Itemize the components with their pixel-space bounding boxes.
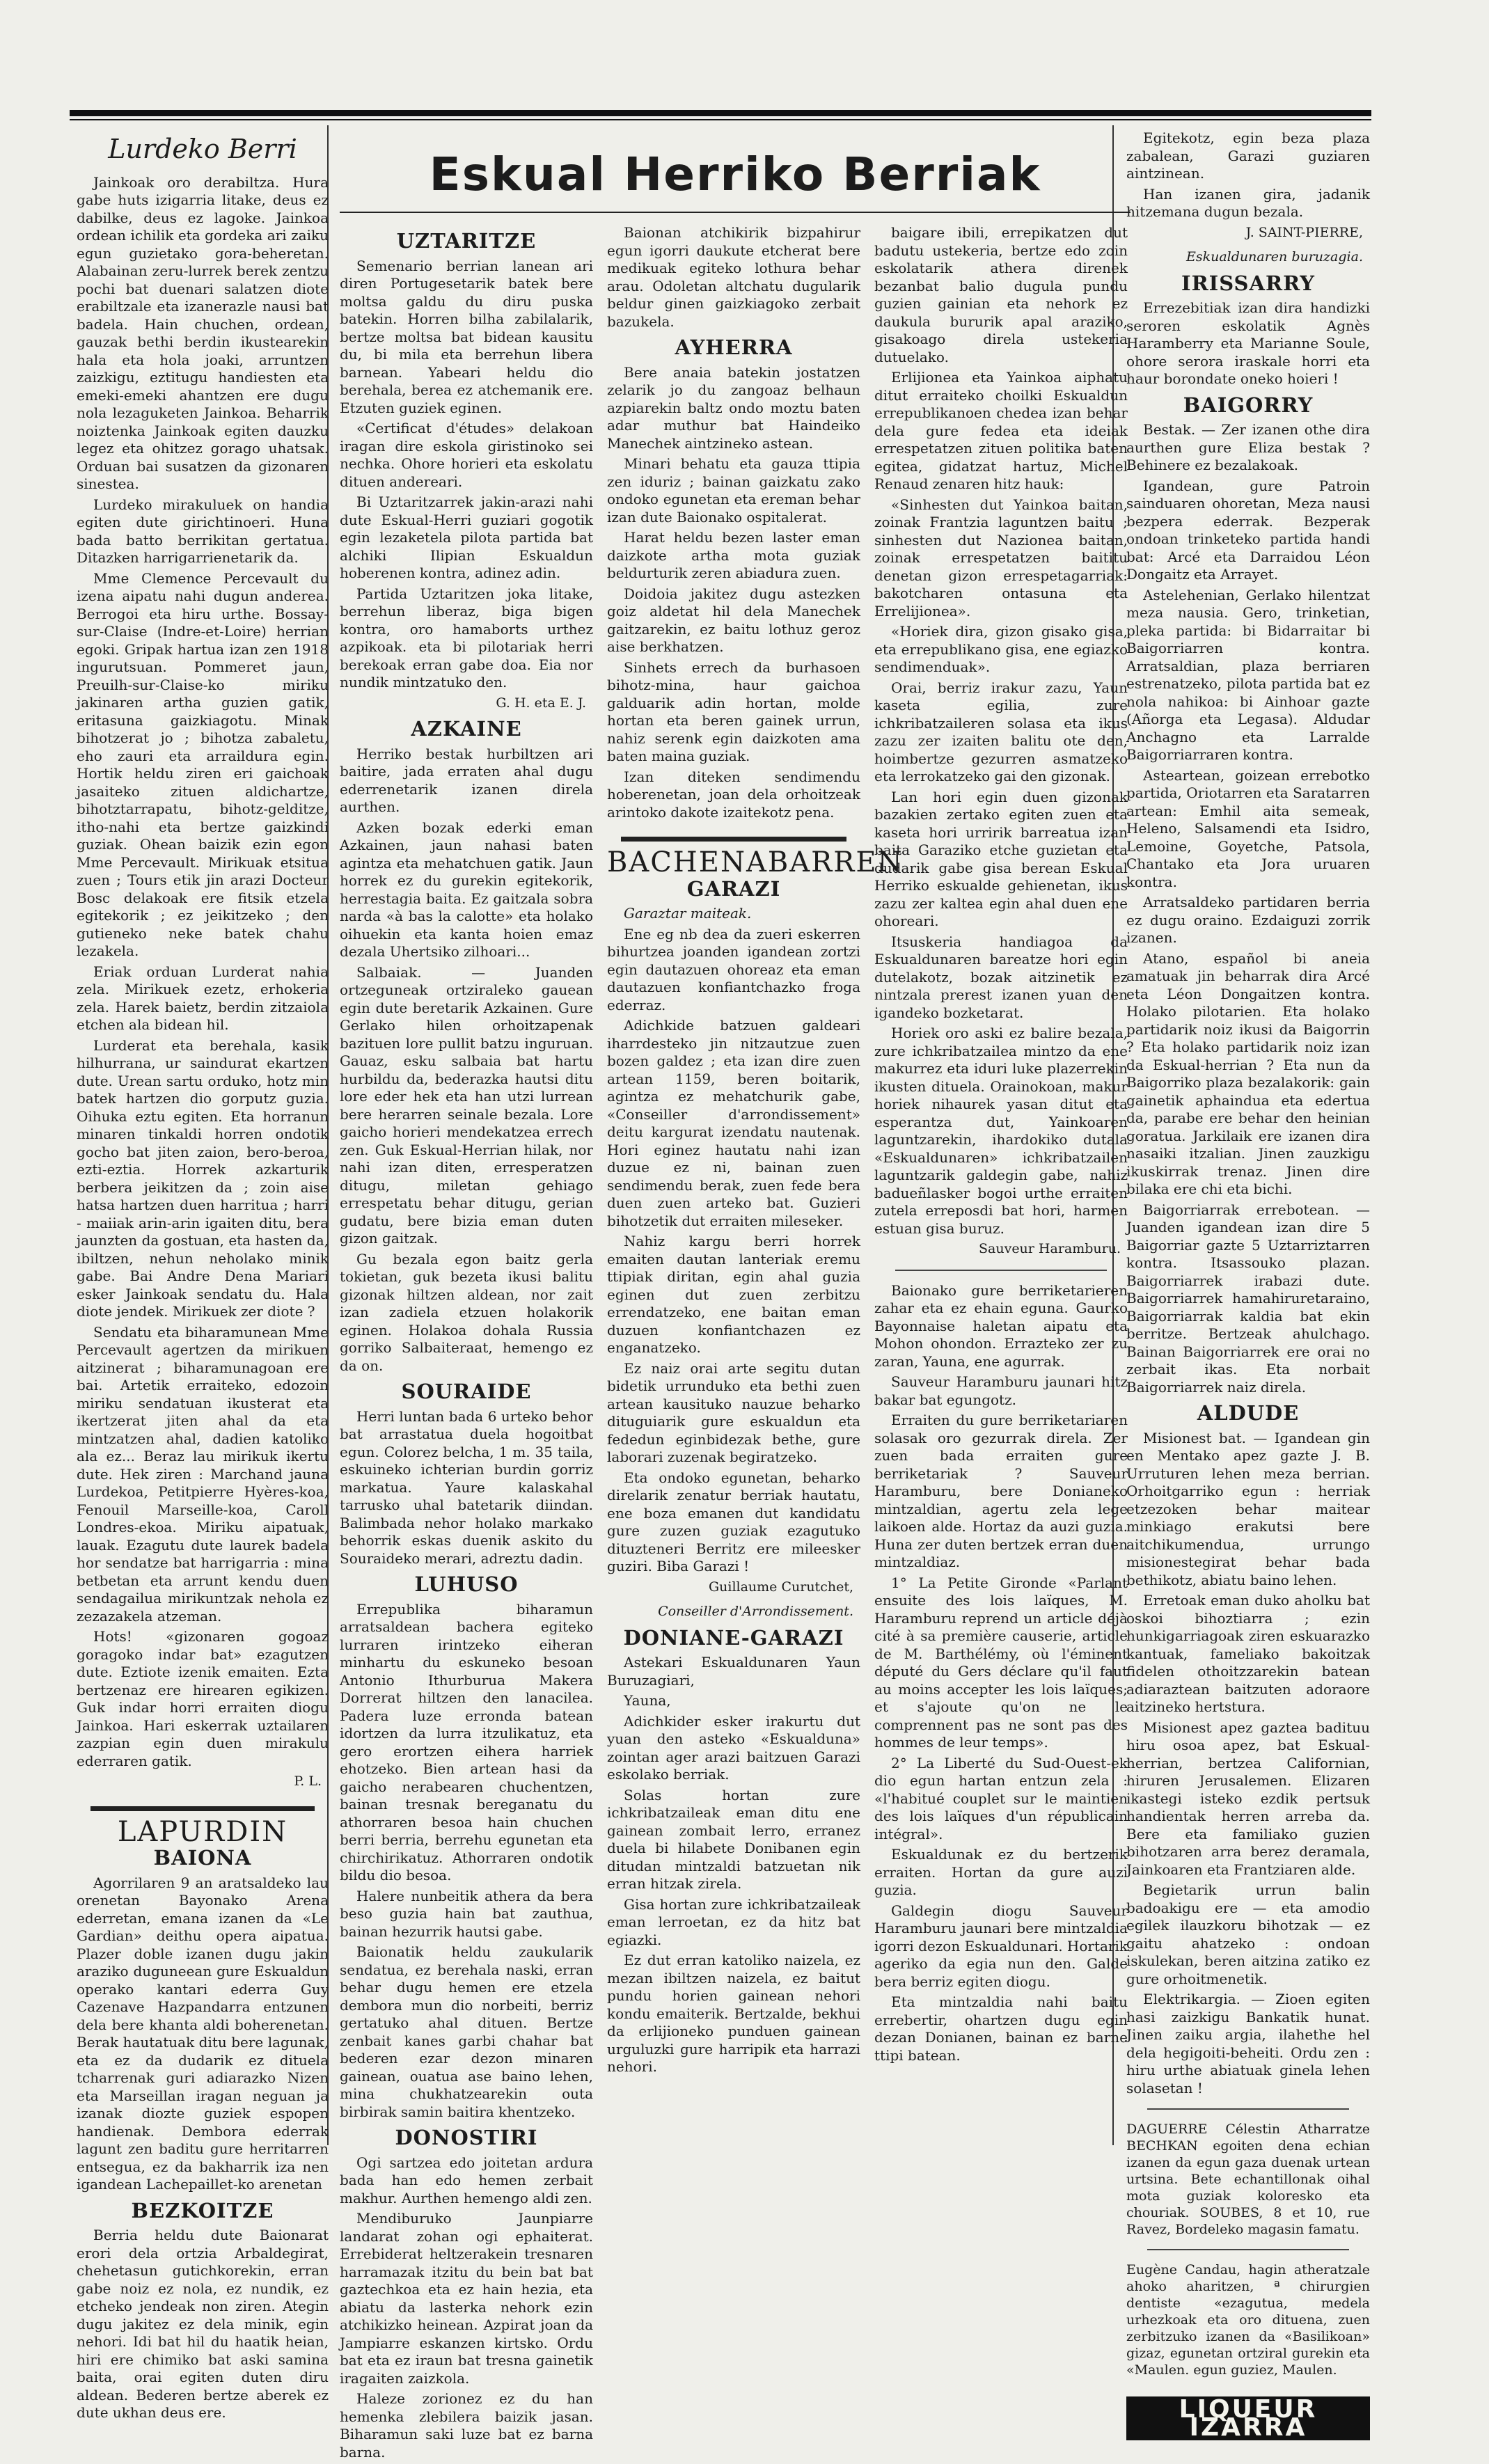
paragraph: Misionest apez gaztea badituu hiru osoa apez, bat Eskual-herrian, bertzea Californian, hiruren Jerusalemen. Elizaren ikastegi isteko ezdik pertsuk handientak herren arreba da. Bere eta familiako guzien bihotzaren arra berez deramala, Jainkoaren eta Frantziaren alde. [1126,1719,1370,1878]
paragraph: Yauna, [624,1692,671,1709]
paragraph: Astelehenian, Gerlako hilentzat meza nausia. Gero, trinketian, pleka partida: bi Bidarraitar bi Baigorriarren kontra. Arratsaldian, plaza berriaren estrenatzeko, pilota partida bat ez nola nahikoa: bi Ainhoar gazte (Añorga eta Legasa). Aldudar Anchagno eta Larralde Baigorriarraren kontra. [1126,586,1370,763]
paragraph: Partida Uztaritzen joka litake, berrehun liberaz, biga bigen kontra, oro hamaborts urthez azpikoak. eta bi pilotariak herri berekoak erran gabe doa. Eia nor nundik mintzatuko den. [340,585,593,690]
paragraph: Solas hortan zure ichkribatzaileak eman ditu ene gainean zombait lerro, erranez duela bi hilabete Donibanen egin ditudan mintzaldi batzuetan nik erran hitzak zirela. [607,1786,860,1892]
paragraph: Arratsaldeko partidaren berria ez dugu oraino. Ezdaiguzi zorrik izanen. [1126,894,1370,946]
paragraph: Hots! «gizonaren gogoaz goragoko indar bat» ezagutzen dute. Eztiote izenik emaiten. Ezta bertzenaz ere hirearen egikizen. Guk indar horri erraiten diogu Jainkoa. Hari eskerrak uztailaren zazpian egin duen mirakulu ederraren gatik. [77,1628,329,1769]
paragraph: Herri luntan bada 6 urteko behor bat arrastatua duela hogoitbat egun. Colorez belcha, 1 m. 35 taila, eskuineko ichterian burdin gorriz markatua. Yaure kalaskahal tarrusko uhal batetarik diindan. Balimbada nehor holako markako behorrik eskas duenik askito du Souraideko merari, adreztu dadin. [340,1407,593,1567]
paragraph: Minari behatu eta gauza ttipia zen iduriz ; bainan gaizkatu zako ondoko egunetan eta ereman behar izan dute Baionako ospitalerat. [607,455,860,526]
advertisement-daguerre: DAGUERRE Célestin Atharratze BECHKAN egoiten dena echian izanen da egun gaza duenak urtean urtsina. Bete echantillonak oihal mota guziak koloresko eta chouriak. SOUBES, 8 et 10, rue Ravez, Bordeleko magasin famatu. [1126,2122,1370,2237]
article-baigorry [1126,421,1370,1396]
advertisement-candau: Eugène Candau, hagin atheratzale ahoko aharitzen, ª chirurgien dentiste «ezagutua, medela urhezkoak eta oro dituena, zuen zerbitzuko izanen da «Basilikoan» gizaz, egunetan ortziral gurekin eta «Maulen. egun guziez, Maulen. [1126,2262,1370,2378]
paragraph: Semenario berrian lanean ari diren Portugesetarik batek bere moltsa galdu du diru puska batekin. Horren bilha zabilalarik, bertze moltsa bat bidean kausitu du, bi mila eta berrehun libera barnean. Yabeari heldu dio berehala, berea ez atchemanik ere. Etzuten guziek eginen. [340,257,593,416]
article-irissarry [1126,299,1370,388]
paragraph: Mme Clemence Percevault du izena aipatu nahi dugun anderea. Berrogoi eta hiru urthe. Bossay-sur-Claise (Indre-et-Loire) herrian egoki. Gripak hartua izan zen 1918 ingurutsuan. Pommeret jaun, Preuilh-sur-Claise-ko miriku jakinaren artha guzien gatik, eritasuna gaizkiagotu. Minak bihotzerat jo ; bihotza zabaletu, eho zauri eta arraildura egin. Hortik heldu ziren eri gaichoak jasaiteko zituen aldichartze, bihotztarrapatu, bihotz-gelditze, itho-nahi eta bertze gaizkindi guziak. Ohean baizik ezin egon Mme Percevault. Mirikuak etsitua zuen ; Tours etik jin arazi Docteur Bosc delakoak ere fitsik etzela egitekorik ; ez jeikitzeko ; den gutieneko neke batek chahu lezakela. [77,569,329,959]
paragraph: Eta ondoko egunetan, beharko direlarik zenatur berriak hautatu, ene boza emanen dut kandidatu gure zuzen guziak ezagutuko dituzteneri Berritz ere mileesker guziri. Biba Garazi ! [607,1469,860,1574]
article-ayherra [607,364,860,822]
signature: G. H. eta E. J. [496,695,586,711]
heading-donostiri: DONOSTIRI [395,2126,538,2149]
article-donostiri [340,2154,593,2462]
section-title-bachenabarren: BACHENABARREN [607,846,904,878]
heading-souraide: SOURAIDE [401,1380,532,1403]
paragraph: Ogi sartzea edo joitetan ardura bada han edo hemen zerbait makhur. Aurthen hemengo aldi zen. [340,2154,593,2206]
paragraph: Sendatu eta biharamunean Mme Percevault agertzen da mirikuen aitzinerat ; biharamunagoan ere bai. Artetik erraiteko, edozoin miriku sendatuan ikusterat eta ikertzerat jiten ahal da eta mintzatzen ahal, dadien katoliko ala ez... Beraz lau mirikuk ikertu dute. Hek ziren : Marchand jauna Lurdekoa, Petitpierre Hyères-koa, Fenouil Marseille-koa, Caroll Londres-ekoa. Miriku aipatuak, lauak. Ezagutu dute laurek badela hor sendatze bat harrigarria : mina betbetan eta arrunt kendu duen sendagailua mirikuntzak nehola ez zezazakela atzeman. [77,1323,329,1625]
paragraph: Horiek oro aski ez balire bezala, zure ichkribatzailea mintzo da ene makurrez eta iduri luke plazerrekin ikusten dituela. Orainokoan, makur horiek nihaurek yasan ditut eta esperantza dut, Yainkoaren laguntzarekin, ihardokiko dutala «Eskualdunaren» ichkribatzailen laguntzarik galdegin gabe, nahiz badueñlasker bogoi urthe erraiten zutela erreposdi bat hori, harmen estuan gisa buruz. [874,1025,1128,1237]
paragraph: Galdegin diogu Sauveur Haramburu jaunari bere mintzaldia igorri dezon Eskualdunari. Hortarik ageriko da egia nun den. Galde bera berriz egiten diogu. [874,1902,1128,1990]
column-2 [340,224,593,2464]
article-doniane-garazi [607,1654,860,2076]
paragraph: Lurderat eta berehala, kasik hilhurrana, ur saindurat ekartzen dute. Urean sartu orduko, hotz min batek hartzen dio gorputz guzia. Oihuka eztu egiten. Eta horranun minaren tinkaldi horren ondotik gocho bat jiten zaion, bero-beroa, ezti-eztia. Horrek azkarturik berbera jeikitzen da ; zoin aise hatsa hartzen duen harritua ; harri - maiiak arin-arin igaiten ditu, bera jaunzten da gostuan, eta hasten da, ibiltzen, nehun neholako minik gabe. Bai Andre Dena Mariari esker Jainkoak sendatu du. Hala diote jendek. Mirikuek zer diote ? [77,1036,329,1320]
signature: Guillaume Curutchet, [708,1579,853,1595]
paragraph: Lan hori egin duen gizonak bazakien zertako egiten zuen eta kaseta hori urririk barreatua izan baita Garaziko etche guzietan eta dudarik gabe gisa berean Eskual Herriko eskualde gehienetan, ikus zazu zer kaltea egin ahal duen ene ohoreari. [874,788,1128,929]
paragraph: Misionest bat. — Igandean gin en Mentako apez gazte J. B. Urruturen lehen meza berrian. Orhoitgarriko egun : herriak etzezoken behar maitear minkiago erakutsi bere aitchikumendua, urrungo misionestegirat behar bada bethikotz, abiatu baino lehen. [1126,1429,1370,1588]
lurdeko-article [77,174,329,1771]
heading-baiona: BAIONA [153,1846,252,1870]
masthead-title: Eskual Herriko Berriak [429,148,1041,201]
paragraph: Astekari Eskualdunaren Yaun Buruzagiari, [607,1654,860,1689]
paragraph: Mendiburuko Jaunpiarre landarat zohan ogi ephaiterat. Errebiderat heltzerakein tresnaren harramazak itzitu du bein bat bat gaztechkoa eta ez hain hezia, eta abiatu da lasterka nehork ezin atchikizko heinean. Azpirat joan da Jampiarre eskanzen kirtsko. Ordu bat eta ez iraun bat tresna gainetik iragaiten zaizkola. [340,2210,593,2387]
heading-baigorry: BAIGORRY [1183,393,1314,417]
paragraph: «Horiek dira, gizon gisako gisa, eta errepublikano gisa, ene egiazko sendimenduak». [874,623,1128,675]
article-continued: Han izanen gira, jadanik hitzemana dugun bezala. [1126,185,1370,220]
heading-irissarry: IRISSARRY [1181,271,1315,295]
paragraph: Adichkide batzuen galdeari iharrdesteko jin nitzautzue zuen bozen galdez ; eta izan dire zuen artean 1159, beren boitarik, agintza ez mehatchurik gabe, «Conseiller d'arrondissement» deitu kargurat izendatu nautenak. Hori eginez hautatu nahi izan duzue ez ni, bainan zuen sendimendu berak, zuen fede bera duen zuen arteko bat. Guzieri bihotzetik dut erraiten mileseker. [607,1017,860,1229]
heading-garazi: GARAZI [686,876,781,901]
top-rule [70,110,1371,116]
paragraph: 2° La Liberté du Sud-Ouest-ek dio egun hartan entzun zela : «l'habitué couplet sur le maintien des lois laïques d'un républicain intégral». [874,1754,1128,1842]
heading-aldude: ALDUDE [1197,1401,1300,1425]
article-garazi [607,926,860,1576]
article-bezkoitze: Berria heldu dute Baionarat erori dela ortzia Arbaldegirat, chehetasun gutichkorekin, erran gabe noiz ez nola, ez nundik, ez etcheko jendeak non ziren. Ategin dugu jakitez ez dela minik, egin nehori. Idi bat hil du haatik heian, hiri ere chimiko bat aski samina baita, orai egiten duten diru aldean. Bederen bertze aberek ez dute ukhan deus ere. [77,2227,329,2421]
paragraph: Jainkoak oro derabiltza. Hura gabe huts izigarria litake, deus ez dabilke, deus ez lagoke. Jainkoa ordean ichilik eta gordeka ari zaiku egun guzietako gora-beheretan. Alabainan zeru-lurrek berek zentzu pochi bat duenari salatzen diote erabiltzale eta izanerazle nausi bat badela. Hain chuchen, ordean, gauzak bethi berdin ikustearekin hala eta hola joaki, arruntzen zaizkigu, eztitugu handiesten eta emeki-emeki ahantzen ere dugu nola lezaguketen Jainkoa. Beharrik noiztenka Jainkoak egiten dauzku legez eta ohitzez gorago uhatsak. Orduan bai susatzen da gizonaren sinestea. [77,173,329,492]
article-reply [874,1282,1128,2065]
paragraph: Erlijionea eta Yainkoa aiphatu ditut erraiteko choilki Eskualdun errepublikanoen chedea izan behar dela gure fedea eta ideiak errespetatzen zituen politika baten egitea, gidatzat hartuz, Michel Renaud zenaren hitz hauk: [874,369,1128,492]
paragraph: Eriak orduan Lurderat nahia zela. Mirikuek ezetz, erhokeria zela. Harek baietz, berdin zitzaiola etchen ala bidean hil. [77,963,329,1033]
sub-columns [340,224,1130,2464]
paragraph: Sinhets errech da burhasoen bihotz-mina, haur gaichoa galduarik adin hortan, molde hortan eta beren gainek urrun, nahiz serenk egin daizkoten ama baten maina guziak. [607,658,860,764]
heading-bezkoitze: BEZKOITZE [131,2198,274,2222]
paragraph: Herriko bestak hurbiltzen ari baitire, jada erraten ahal dugu ederrenetarik izanen direla aurthen. [340,745,593,815]
paragraph: Baigorriarrak errebotean. — Juanden igandean izan dire 5 Baigorriar gazte 5 Uztarriztarren kontra. Itsassouko plazan. Baigorriarrek irabazi dute. Baigorriarrek hamahiruretaraino, Baigorriarrak kaldia bat ekin berritze. Bertzeak ahulchago. Bainan Baigorriarrek ere orai no zerbait ikas. Eta norbait Baigorriarrek naiz direla. [1126,1201,1370,1396]
paragraph: Lurdeko mirakuluek on handia egiten dute girichtinoeri. Huna bada batto berrikitan gertatua. Ditazken harrigarrienetarik da. [77,496,329,566]
column-3 [607,224,904,2464]
ornamental-rule [90,1806,315,1811]
column-4 [874,224,1128,2464]
heading-azkaine: AZKAINE [411,717,522,741]
salutation: Garaztar maiteak. [624,905,752,922]
signature-title: Conseiller d'Arrondissement. [658,1604,853,1619]
paragraph: Harat heldu bezen laster eman daizkote artha mota guziak beldurturik zeren abiadura zuen. [607,529,860,581]
paragraph: Ez naiz orai arte segitu dutan bidetik urrunduko eta bethi zuen artean kausituko nauzue beharko dituguiarik gure eskualdun eta fededun eginbidezak bethe, gure laborari zuzenak begiratzeko. [607,1359,860,1465]
paragraph: baigare ibili, errepikatzen dut badutu ustekeria, bertze edo zoin eskolatarik athera direnek bezanbat balio dugula pundu guzien gainian eta nehork ez daukula bururik apal araziko, gisakoago direla ustekeria dutuelako. [874,224,1128,365]
top-rule-thin [70,119,1371,120]
paragraph: Eta mintzaldia nahi baitu errebertir, ohartzen dugu egin dezan Donianen, bainan ez barne ttipi batean. [874,1993,1128,2064]
signature: P. L. [294,1774,322,1789]
paragraph: Halere nunbeitik athera da bera beso guzia hain bat zauthua, bainan hezurrik hautsi gabe. [340,1887,593,1940]
paragraph: Igandean, gure Patroin sainduaren ohoretan, Meza nausi bezpera ederrak. Bezperak ondoan trinketeko partida handi bat: Arcé eta Darraidou Léon Dongaitz eta Arrayet. [1126,477,1370,583]
article-uztaritze [340,258,593,692]
paragraph: Izan diteken sendimendu hoberenetan, joan dela orhoitzeak arintoko dakote izaitekotz pena. [607,768,860,821]
rule [895,1270,1107,1271]
paragraph: Begietarik urrun balin badoakigu ere — eta amodio egilek ilauzkoru bihotzak — ez gaitu ahatzeko : ondoan iskulekan, beren aitzina zatiko ez gure orhoitmenetik. [1126,1881,1370,1987]
paragraph: Eskualdunak ez du bertzerik erraiten. Hortan da gure auzi guzia. [874,1846,1128,1898]
paragraph: Ez dut erran katoliko naizela, ez mezan ibiltzen naizela, ez baitut pundu horien gainean nehori kondu emaiterik. Bertzalde, bekhui da erlijioneko punduen gainean urguluzki gure harripik eta harrazi nehori. [607,1952,860,2075]
paragraph: Atano, español bi aneia amatuak jin beharrak dira Arcé eta Léon Dongaitzen kontra. Holako pilotarien. Eta holako partidarik noiz ikusi da Baigorrin ? Eta holako partidarik noiz izan da Eskual-herrian ? Eta nun da Baigorriko plaza bezalakorik: gain gainetik aphaindua eta edertua da, parabe ere behar den heinian goratua. Jarkilaik ere izanen dira nasaiki itzalian. Jinen zauzkigu ikuskirrak trenaz. Jinen dire bilaka ere chi eta bichi. [1126,949,1370,1197]
paragraph: Baionatik heldu zaukularik sendatua, ez berehala naski, erran behar dugu hemen ere etzela dembora mun dio norbeiti, berriz gertatuko ahal dituen. Bertze zenbait kanes garbi chahar bat bederen ezar dezon minaren gainean, ouatua ase baino lehen, mina chukhatzearekin outa birbirak samin baitira khentzeko. [340,1943,593,2120]
paragraph: Adichkider esker irakurtu dut yuan den asteko «Eskualduna» zointan ager arazi baitzuen Garazi eskolako berriak. [607,1712,860,1783]
article-aldude [1126,1430,1370,1989]
signature-title: Eskualdunaren buruzagia. [1185,249,1363,264]
article-luhuso [340,1601,593,2122]
article-elektrikargia: Elektrikargia. — Zioen egiten hasi zaizkigu Bankatik hunat. Jinen zaiku argia, ilahethe hel dela hegigoiti-beheiti. Ordu zen : hiru urthe abiatuak ginela lehen solasetan ! [1126,1991,1370,2096]
heading-luhuso: LUHUSO [414,1572,519,1596]
signature: Sauveur Haramburu. [979,1241,1121,1256]
article-azkaine [340,745,593,1375]
article-continued: Egitekotz, egin beza plaza zabalean, Garazi guziaren aintzinean. [1126,129,1370,182]
paragraph: Erraiten du gure berriketariaren solasak oro gezurrak direla. Zer zuen bada erraiten gure berriketariak ? Sauveur Haramburu, bere Donianeko mintzaldian, agertu zela lege laikoen alde. Hortaz da auzi guzia. Huna zer duten bertzek erran duen mintzaldiaz. [874,1412,1128,1570]
column-6 [1126,129,1370,2442]
paragraph: Haleze zorionez ez du han hemenka zlebilera baizik jasan. Biharamun saki luze bat ez barna barna. [340,2390,593,2461]
heading-ayherra: AYHERRA [675,335,793,359]
section-title-lurdeko: Lurdeko Berri [108,134,297,164]
paragraph: Erretoak eman duko aholku bat oskoi bihoztiarra ; ezin hunkigarriagoak ziren eskuarazko kantuak, fameliako bakoitzak fidelen othoitzzarekin batean adiaraztean baitzuten adoraore aitzineko hertstura. [1126,1592,1370,1715]
paragraph: «Certificat d'études» delakoan iragan dire eskola giristinoko sei nechka. Ohore horieri eta eskolatu dituen andereari. [340,420,593,490]
ornamental-rule [621,837,846,842]
paragraph: Gisa hortan zure ichkribatzaileak eman lerroetan, ez da hitz bat egiazki. [607,1895,860,1948]
main-block [340,129,1130,2461]
izarra-logo: LIQUEUR IZARRA [1126,2396,1370,2440]
paragraph: Baionako gure berriketarieren zahar eta ez ehain eguna. Gaurko Bayonnaise haletan aipatu eta Mohon ohondon. Errazteko zer zu zaran, Yauna, ene agurrak. [874,1281,1128,1370]
paragraph: Bere anaia batekin jostatzen zelarik jo du zangoaz belhaun azpiarekin baltz ondo moztu baten adar muthur bat Haindeiko Manechek aintzineko astean. [607,363,860,452]
signature: J. SAINT-PIERRE, [1245,224,1363,240]
heading-doniane-garazi: DONIANE-GARAZI [623,1625,844,1650]
paragraph: Sauveur Haramburu jaunari hitz bakar bat egungotz. [874,1373,1128,1408]
paragraph: Nahiz kargu berri horrek emaiten dautan lanteriak eremu ttipiak diritan, egin ahal guzia eginen dut zuen zerbitzu errendatzeko, ene baitan eman duzuen konfiantchazen ez enganatzeko. [607,1233,860,1356]
article-souraide [340,1408,593,1568]
article-continued: Baionan atchikirik bizpahirur egun igorri daukute etcherat bere medikuak egiteko lothura behar arau. Odoletan altchatu dugularik beldur ginen gaizkiagoko zerbait bazukela. [607,224,860,330]
paragraph: Errepublika biharamun arratsaldean bachera egiteko lurraren irintzeko eiheran minhartu du eskuneko besoan Antonio Ithurburua Makera Dorrerat hiltzen den lanacilea. Padera luze erronda batean idortzen da lurra itzulikatuz, eta gero erortzen eihera harriek ehotzeko. Bien artean hasi da gaicho nerabearen chuchentzen, bainan tresnak bereganatu du athorraren besoa hain chuchen berri berria, berrehu egunetan eta chirchirikatuz. Athorraren ondotik bildu dio besoa. [340,1600,593,1883]
section-title-lapurdin: LAPURDIN [117,1815,288,1848]
rule [1147,2249,1349,2250]
paragraph: Salbaiak. — Juanden ortzeguneak ortziraleko gauean egin dute beretarik Azkainen. Gure Gerlako hilen orhoitzapenak bazituen lore pullit batzu inguruan. Gauaz, esku salbaia bat hartu hurbildu da, bederazka hautsi ditu lore eder hek eta han utzi lurrean bere herarren seinale bezala. Lore gaicho horieri mendekatzea errech zen. Guk Eskual-Herrian hilak, nor nahi izan diten, erresperatzen ditugu, miletan gehiago errespetatu behar ditugu, gerian gudatu, bere bizia eman duten gizon gaitzak. [340,963,593,1247]
paragraph: Asteartean, goizean errebotko partida, Oriotarren eta Saratarren artean: Emhil aita semeak, Heleno, Salsamendi eta Isidro, Lemoine, Goyetche, Patsola, Chantako eta Jora uruaren kontra. [1126,766,1370,890]
paragraph: Bi Uztaritzarrek jakin-arazi nahi dute Eskual-Herri guziari gogotik egin lezaketela pilota partida bat alchiki Ilipian Eskualdun hoberenen kontra, adinez adin. [340,493,593,581]
paragraph: Errezebitiak izan dira handizki seroren eskolatik Agnès Haramberry eta Marianne Soule, ohore serora iraskale horri eta haur borondate oneko hoieri ! [1126,299,1370,387]
paragraph: Gu bezala egon baitz gerla tokietan, guk bezeta ikusi balitu gizonak hiltzen aldean, nor zait izan zadiela etzuen holakorik eginen. Holakoa dohala Russia gorriko Salbaiteraat, hemengo ez da on. [340,1250,593,1374]
paragraph: 1° La Petite Gironde «Parlant ensuite des lois laïques, M. Haramburu reprend un article déjà cité à sa première causerie, article de M. Barthélémy, où l'éminent député du Gers déclare qu'il faut au moins accepter les lois laïques; et s'ajoute qu'on ne le comprennent pas ne sont pas des hommes de leur temps». [874,1574,1128,1751]
paragraph: Itsuskeria handiagoa da Eskualdunaren bareatze hori egin dutelakotz, bozak aitzinetik ez nintzala prerest izanen yuan den igandeko bozketarat. [874,933,1128,1021]
paragraph: Doidoia jakitez dugu astezken goiz aldetat hil dela Manechek gaitzarekin, ez baitu lothuz geroz aise berkhatzen. [607,585,860,655]
heading-uztaritze: UZTARITZE [396,229,537,253]
paragraph: Azken bozak ederki eman Azkainen, jaun nahasi baten agintza eta mehatchuen gatik. Jaun horrek ez du gurekin egitekorik, herrestagia baita. Ez gaitzala sobra narda «à bas la calotte» eta holako oihuekin eta kanta hoien emaz dezala Uhertsiko zilhoari... [340,819,593,960]
paragraph: Ene eg nb dea da zueri eskerren bihurtzea joanden igandean zortzi egin dautazuen ohoreaz eta eman dautazuen konfiantchazko froga ederraz. [607,925,860,1013]
article-baiona: Agorrilaren 9 an aratsaldeko lau orenetan Bayonako Arena ederretan, emana izanen da «Le Gardian» deithu opera aipatua. Plazer doble izanen dugu jakin araziko duguneean gure Eskualdun operako kantari ederra Guy Cazenave Hazpandarra entzunen dela bere khanta aldi boherenetan. Berak hautatuak ditu bere lagunak, eta ez da dudarik ez dituela tcharrenak guri adiarazko Nizen eta Marseillan iragan neguan ja izanak diozte guziek espopen handienak. Dembora ederrak lagunt zen baditu gure herritarren entsegua, ez da bakharrik iza nen igandean Lachepaillet-ko arenetan [77,1874,329,2193]
column-1 [77,129,329,2421]
article-continued [874,224,1128,1238]
masthead-rule [340,212,1130,213]
paragraph: Orai, berriz irakur zazu, Yaun kaseta egilia, zure ichkribatzaileren solasa eta ikus zazu zer izaiten balitu ote den, hoimbertze gezurren asmatzeko eta lerrokatzeko gai den gizonak. [874,679,1128,784]
rule [1147,2108,1349,2110]
paragraph: «Sinhesten dut Yainkoa baitan, zoinak Frantzia laguntzen baitu ; sinhesten dut Nazionea baitan, zoinak errespetatzen baititu denetan gizon errespetagarriak: bakotcharen ontasuna eta Errelijionea». [874,496,1128,619]
paragraph: Bestak. — Zer izanen othe dira aurthen gure Eliza bestak ? Behinere ez bezalakoak. [1126,421,1370,473]
